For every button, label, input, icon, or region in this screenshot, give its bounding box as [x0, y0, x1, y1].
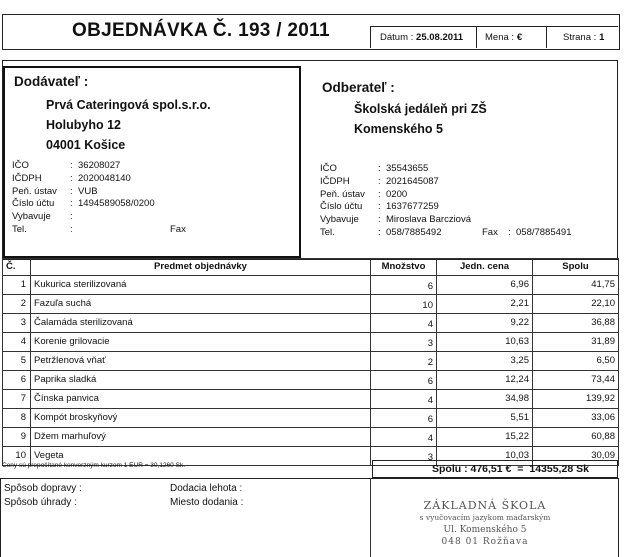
sum-label: Spolu : — [432, 463, 468, 475]
date-block — [380, 32, 463, 43]
table-body — [3, 276, 619, 466]
supplier-city: 04001 Košice — [46, 138, 126, 152]
stamp-line-3: Ul. Komenského 5 — [443, 525, 527, 535]
table-row: 1 Kukurica sterilizovaná 6 6,96 41,75 — [3, 276, 619, 295]
supplier-field-contact: Vybavuje : — [12, 211, 73, 223]
date-label: Dátum : — [380, 32, 414, 43]
customer-fax-label: Fax — [482, 226, 498, 238]
supplier-field-bank: Peň. ústav : VUB — [12, 185, 98, 197]
col-header-price: Jedn. cena — [437, 259, 533, 276]
conversion-note: Ceny sú prepočítané konverzným kurzom 1 EUR = 30,1260 Sk. — [2, 462, 185, 469]
table-row: 6 Paprika sladká 6 12,24 73,44 — [3, 371, 619, 390]
footer-divider — [370, 478, 371, 557]
supplier-name: Prvá Cateringová spol.s.r.o. — [46, 98, 211, 112]
currency-label: Mena : — [485, 32, 515, 43]
page-block — [563, 32, 604, 43]
sum-eur: 476,51 € — [470, 463, 512, 475]
table-row: 10 Vegeta 3 10,03 30,09 — [3, 447, 619, 466]
school-stamp — [410, 500, 560, 548]
table-row: 8 Kompót broskyňový 6 5,51 33,06 — [3, 409, 619, 428]
sum-line — [432, 463, 589, 475]
date-value: 25.08.2011 — [416, 32, 464, 43]
customer-name: Školská jedáleň pri ZŠ — [354, 102, 487, 116]
table-row: 7 Čínska panvica 4 34,98 139,92 — [3, 390, 619, 409]
supplier-fax-label: Fax — [170, 223, 186, 235]
supplier-street: Holubyho 12 — [46, 118, 122, 132]
table-row: 9 Džem marhuľový 4 15,22 60,88 — [3, 428, 619, 447]
page-label: Strana : — [563, 32, 597, 43]
customer-heading: Odberateľ : — [322, 80, 395, 95]
payment-label: Spôsob úhrady : — [4, 497, 77, 508]
stamp-line-2: s vyučovacím jazykom maďarským — [419, 513, 551, 522]
customer-field-icdph: IČDPH : 2021645087 — [320, 175, 439, 187]
customer-fax-value: 058/7885491 — [516, 226, 572, 238]
supplier-field-account: Číslo účtu : 1494589058/0200 — [12, 198, 155, 210]
items-table — [2, 258, 619, 466]
col-header-qty: Množstvo — [371, 259, 437, 276]
col-header-total: Spolu — [533, 259, 619, 276]
stamp-line-4: 048 01 Rožňava — [441, 537, 529, 547]
sum-eq: = — [517, 463, 524, 475]
customer-fields — [320, 163, 572, 240]
col-header-no: Č. — [3, 259, 31, 276]
sum-sk: 14355,28 Sk — [529, 463, 589, 475]
currency-value: € — [516, 32, 523, 43]
customer-field-tel: Tel. : 058/7885492 Fax : 058/7885491 — [320, 226, 572, 238]
supplier-field-ico: IČO : 36208027 — [12, 160, 121, 171]
supplier-field-icdph: IČDPH : 2020048140 — [12, 172, 131, 184]
customer-field-ico: IČO : 35543655 — [320, 163, 429, 174]
customer-field-bank: Peň. ústav : 0200 — [320, 188, 408, 200]
customer-field-contact: Vybavuje : Miroslava Barcziová — [320, 214, 471, 226]
customer-street: Komenského 5 — [354, 122, 443, 136]
supplier-heading: Dodávateľ : — [14, 74, 89, 89]
currency-block — [485, 32, 522, 43]
shipping-label: Spôsob dopravy : — [4, 483, 82, 494]
place-label: Miesto dodania : — [170, 497, 244, 508]
supplier-fields — [12, 160, 186, 237]
table-row: 5 Petržlenová vňať 2 3,25 6,50 — [3, 352, 619, 371]
customer-field-account: Číslo účtu : 1637677259 — [320, 201, 439, 213]
table-row: 4 Korenie grilovacie 3 10,63 31,89 — [3, 333, 619, 352]
stamp-line-1: ZÁKLADNÁ ŠKOLA — [423, 499, 547, 512]
table-row: 2 Fazuľa suchá 10 2,21 22,10 — [3, 295, 619, 314]
document-title: OBJEDNÁVKA Č. 193 / 2011 — [72, 20, 330, 41]
table-row: 3 Čalamáda sterilizovaná 4 9,22 36,88 — [3, 314, 619, 333]
delivery-label: Dodacia lehota : — [170, 483, 243, 494]
col-header-item: Predmet objednávky — [31, 259, 371, 276]
supplier-field-tel: Tel. : Fax — [12, 223, 186, 235]
table-header-row — [3, 259, 619, 276]
page-value: 1 — [599, 32, 605, 43]
